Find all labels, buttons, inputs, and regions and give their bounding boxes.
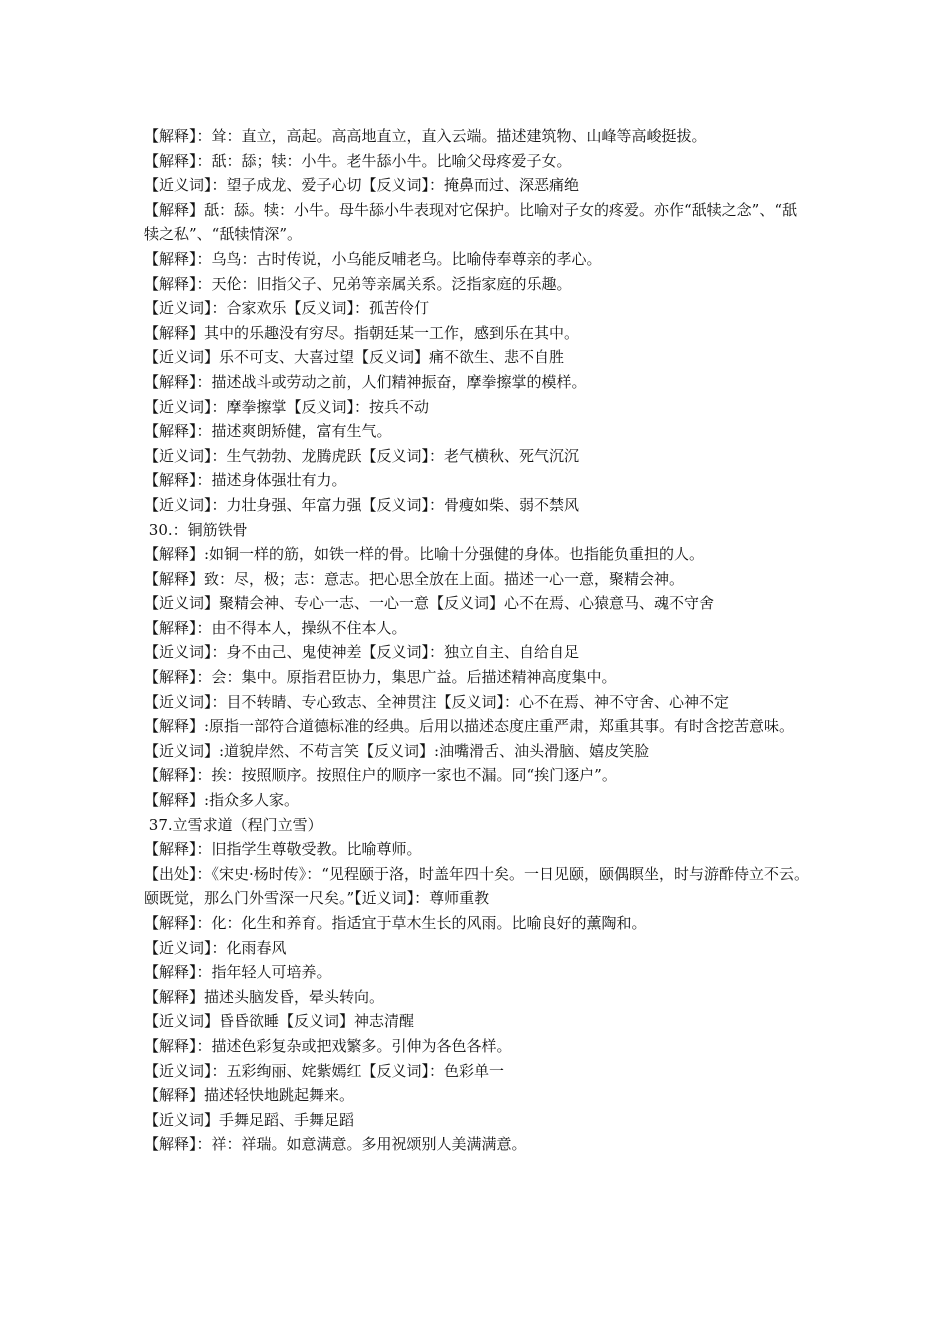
- text-line: 【近义词】：生气勃勃、龙腾虎跃【反义词】：老气横秋、死气沉沉: [144, 446, 580, 465]
- text-line: 【解释】：耸：直立，高起。高高地直立，直入云端。描述建筑物、山峰等高峻挺拔。: [144, 127, 707, 145]
- text-line: 【解释】:如铜一样的筋，如铁一样的骨。比喻十分强健的身体。也指能负重担的人。: [144, 545, 705, 564]
- text-line: 【解释】描述头脑发昏，晕头转向。: [144, 987, 385, 1006]
- text-line: 【近义词】：望子成龙、爱子心切【反义词】：掩鼻而过、深恶痛绝: [144, 176, 580, 195]
- text-line: 【近义词】手舞足蹈、手舞足蹈: [144, 1110, 355, 1129]
- text-line: 【解释】：描述爽朗矫健，富有生气。: [144, 422, 392, 441]
- text-line: 【近义词】:道貌岸然、不苟言笑【反义词】:油嘴滑舌、油头滑脑、嬉皮笑脸: [144, 741, 650, 760]
- text-line: 【近义词】：目不转睛、专心致志、全神贯注【反义词】：心不在焉、神不守舍、心神不定: [144, 692, 730, 711]
- text-line: 【解释】：挨：按照顺序。按照住户的顺序一家也不漏。同“挨门逐户”。: [144, 766, 617, 785]
- section-heading: 37.立雪求道（程门立雪）: [144, 815, 323, 834]
- text-line: 【解释】：化：化生和养育。指适宜于草木生长的风雨。比喻良好的薰陶和。: [144, 914, 647, 932]
- text-line: 【近义词】：合家欢乐【反义词】：孤苦伶仃: [144, 299, 430, 318]
- text-line: 【解释】其中的乐趣没有穷尽。指朝廷某一工作，感到乐在其中。: [144, 323, 580, 342]
- text-line: 【近义词】昏昏欲睡【反义词】神志清醒: [144, 1012, 415, 1031]
- document-body: [144, 124, 810, 1157]
- text-line: 【近义词】：力壮身强、年富力强【反义词】：骨瘦如柴、弱不禁风: [144, 495, 580, 514]
- text-line: 【解释】描述轻快地跳起舞来。: [144, 1086, 355, 1105]
- text-line: 【解释】：会：集中。原指君臣协力，集思广益。后描述精神高度集中。: [144, 668, 617, 687]
- text-line: 【解释】：指年轻人可培养。: [144, 963, 332, 982]
- text-line: 【解释】：描述战斗或劳动之前，人们精神振奋，摩拳擦掌的模样。: [144, 372, 587, 391]
- text-line: 【解释】:原指一部符合道德标准的经典。后用以描述态度庄重严肃，郑重其事。有时含挖苦意味。: [144, 717, 795, 736]
- text-line: 【解释】舐：舔。犊：小牛。母牛舔小牛表现对它保护。比喻对子女的疼爱。亦作“舐犊之念”、“舐犊之私”、“舐犊情深”。: [144, 200, 798, 244]
- text-line: 【近义词】：五彩绚丽、姹紫嫣红【反义词】：色彩单一: [144, 1061, 505, 1080]
- text-line: 【近义词】乐不可支、大喜过望【反义词】痛不欲生、悲不自胜: [144, 348, 565, 367]
- text-line: 【解释】：天伦：旧指父子、兄弟等亲属关系。泛指家庭的乐趣。: [144, 274, 572, 293]
- section-heading: 30.：铜筋铁骨: [144, 520, 248, 539]
- text-line: 【近义词】：身不由己、鬼使神差【反义词】：独立自主、自给自足: [144, 643, 580, 662]
- text-line: 【解释】：描述色彩复杂或把戏繁多。引伸为各色各样。: [144, 1036, 512, 1055]
- text-line: 【解释】:指众多人家。: [144, 791, 300, 810]
- text-line: 【近义词】：化雨春风: [144, 938, 287, 957]
- text-line: 【解释】：由不得本人，操纵不住本人。: [144, 618, 407, 637]
- text-line: 【近义词】聚精会神、专心一志、一心一意【反义词】心不在焉、心猿意马、魂不守舍: [144, 594, 715, 613]
- text-line: 【近义词】：摩拳擦掌【反义词】：按兵不动: [144, 397, 430, 416]
- text-line: 【解释】致：尽，极；志：意志。把心思全放在上面。描述一心一意，聚精会神。: [144, 569, 685, 588]
- text-line: 【解释】：祥：祥瑞。如意满意。多用祝颂别人美满满意。: [144, 1135, 527, 1154]
- text-line: 【解释】：旧指学生尊敬受教。比喻尊师。: [144, 840, 422, 859]
- text-line: 【出处】：《宋史·杨时传》：“见程颐于洛，时盖年四十矣。一日见颐，颐偶瞑坐，时与游酢侍立不云。颐既觉，那么门外雪深一尺矣。”【近义词】：尊师重教: [144, 864, 809, 908]
- text-line: 【解释】：舐：舔；犊：小牛。老牛舔小牛。比喻父母疼爱子女。: [144, 151, 572, 170]
- text-line: 【解释】：描述身体强壮有力。: [144, 471, 347, 490]
- text-line: 【解释】：乌鸟：古时传说，小乌能反哺老乌。比喻侍奉尊亲的孝心。: [144, 249, 602, 268]
